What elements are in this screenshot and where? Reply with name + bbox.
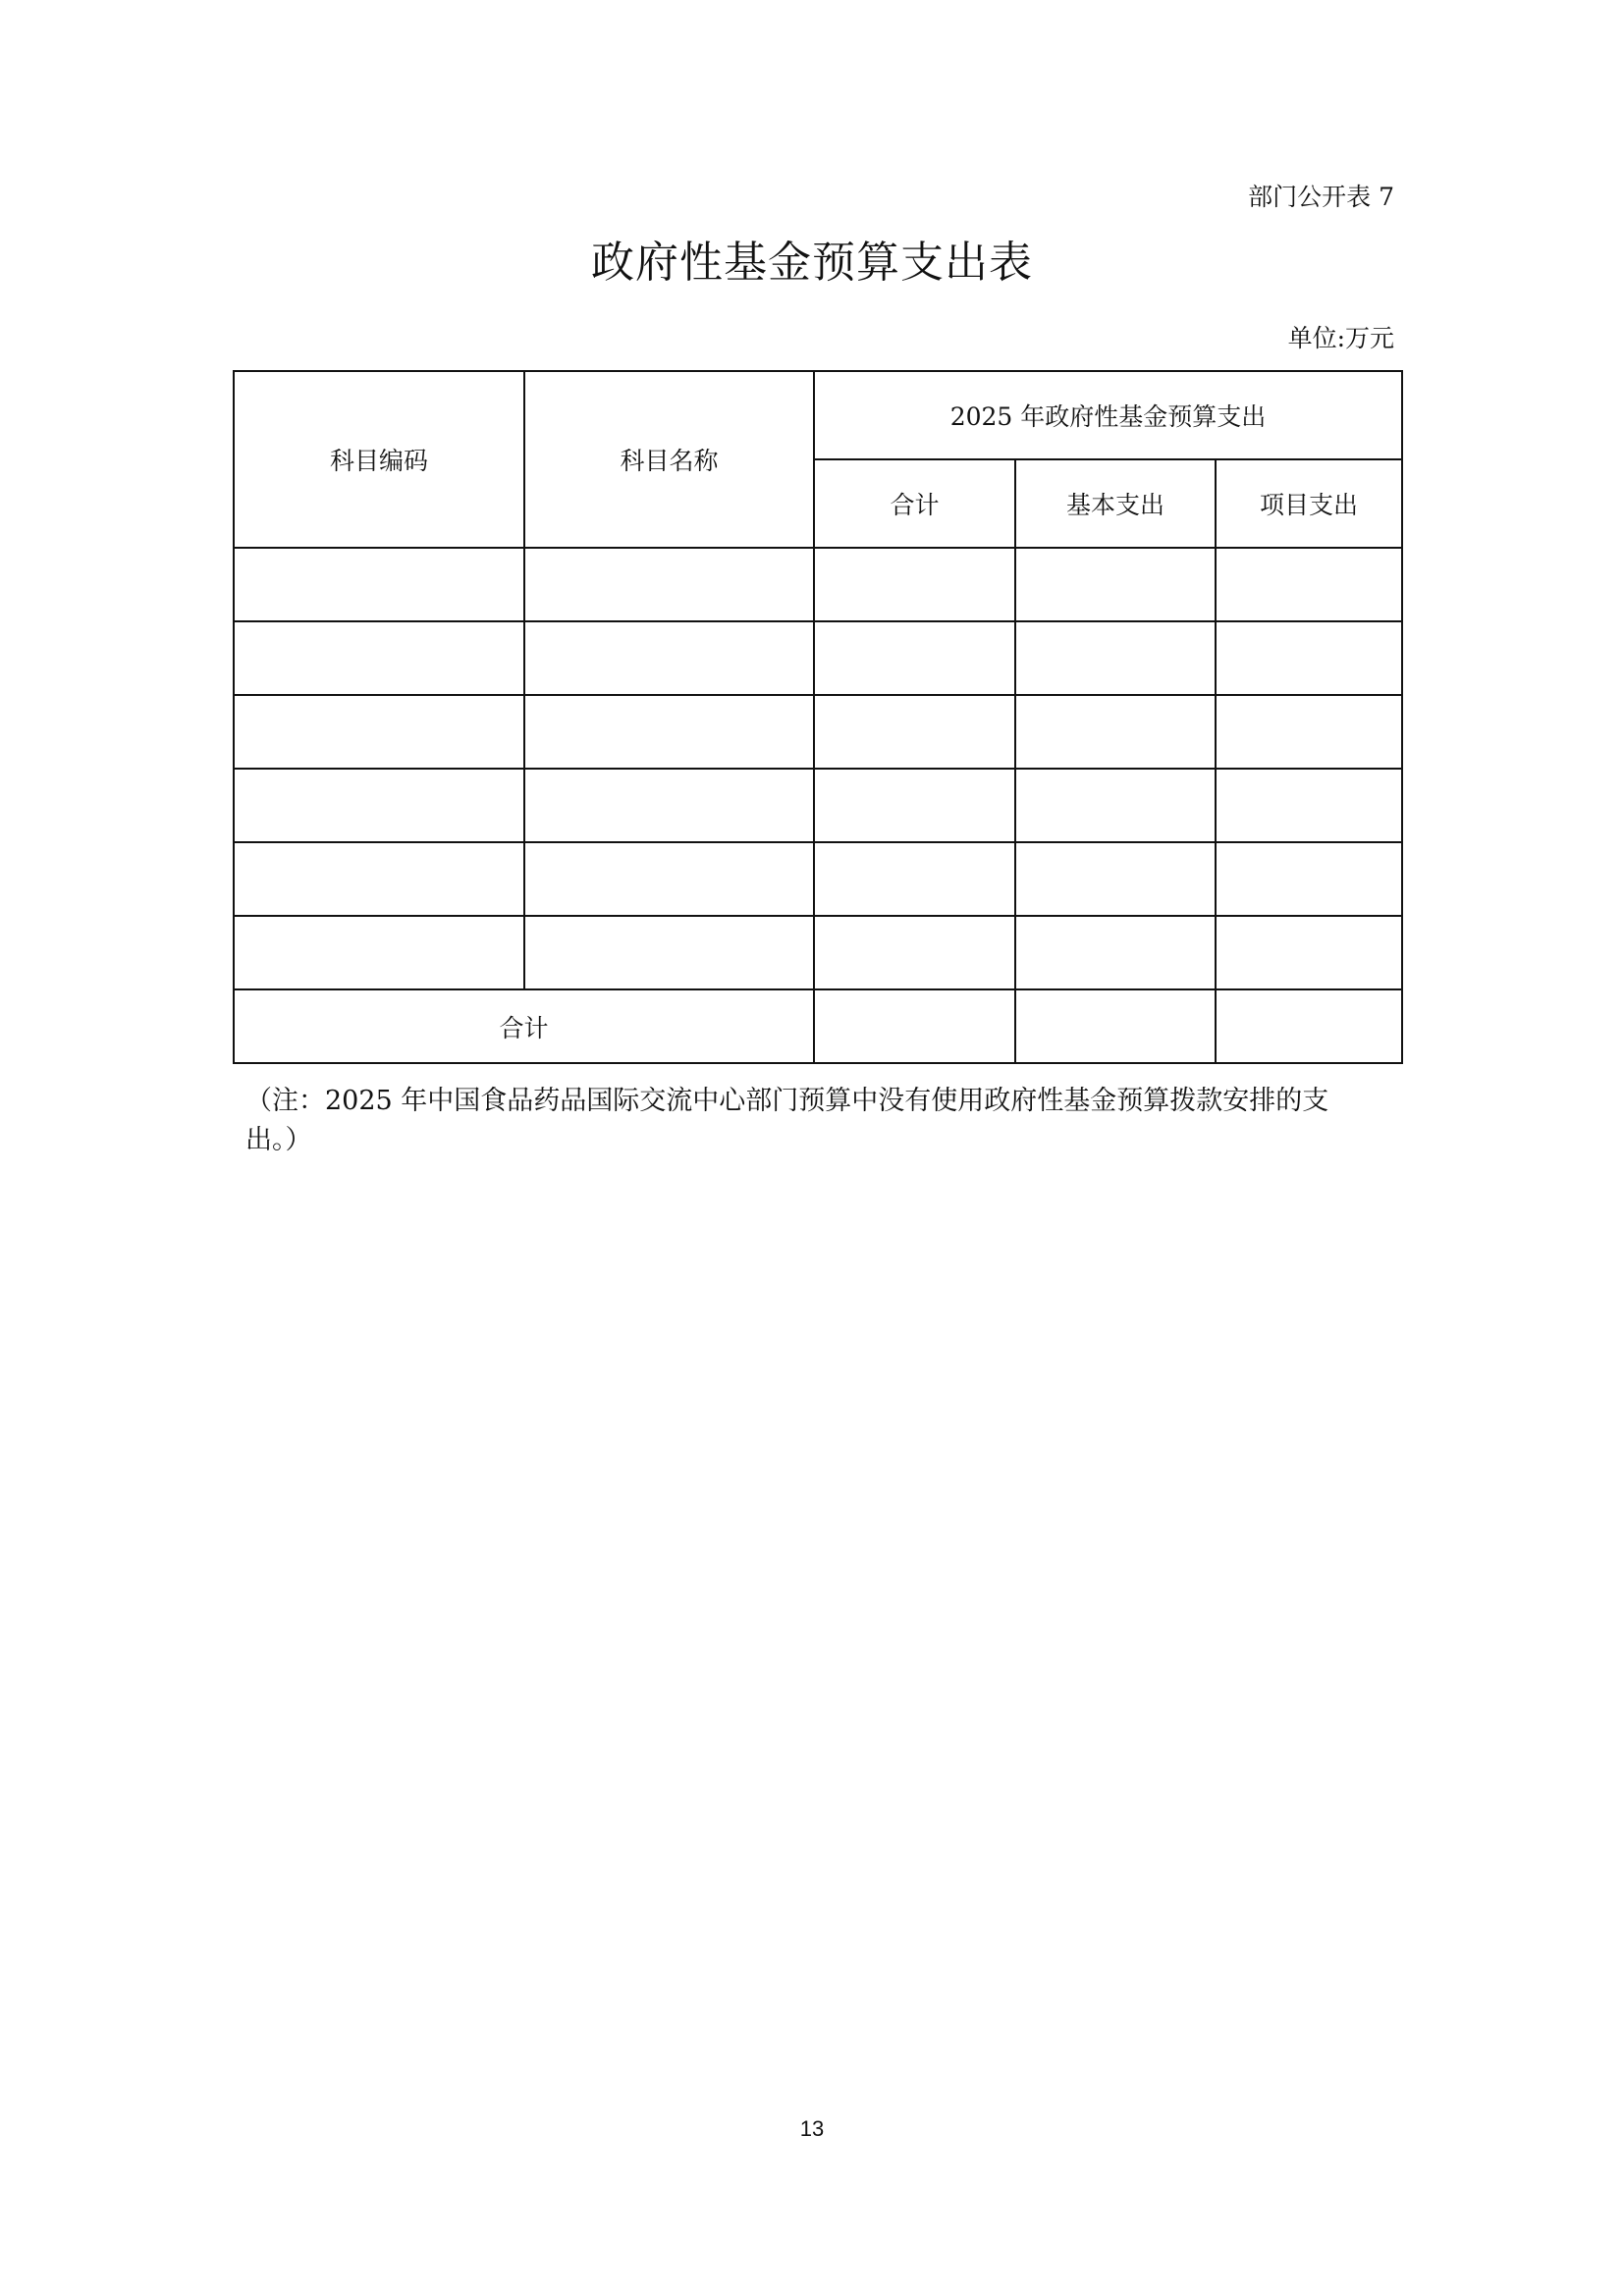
cell-name [524,548,814,621]
table-summary-row [234,989,1402,1063]
cell-code [234,916,524,989]
cell-project [1216,769,1402,842]
table-header-row [234,371,1402,459]
cell-code [234,621,524,695]
cell-basic [1015,842,1216,916]
cell-basic [1015,548,1216,621]
cell-name [524,916,814,989]
header-code: 科目编码 [234,371,524,548]
table-row [234,621,1402,695]
cell-basic [1015,916,1216,989]
table-note: （注：2025 年中国食品药品国际交流中心部门预算中没有使用政府性基金预算拨款安排的支出。） [245,1086,1329,1155]
budget-table [233,370,1403,1064]
cell-name [524,769,814,842]
header-group: 2025 年政府性基金预算支出 [814,371,1402,459]
cell-project [1216,621,1402,695]
cell-total [814,916,1015,989]
cell-project [1216,842,1402,916]
cell-name [524,695,814,769]
summary-total [814,989,1015,1063]
cell-basic [1015,769,1216,842]
cell-basic [1015,695,1216,769]
cell-code [234,842,524,916]
table-label: 部门公开表 7 [1248,183,1394,211]
header-basic: 基本支出 [1015,459,1216,548]
cell-code [234,548,524,621]
cell-name [524,842,814,916]
unit-label: 单位:万元 [1287,324,1394,352]
cell-project [1216,916,1402,989]
cell-code [234,769,524,842]
cell-total [814,842,1015,916]
cell-total [814,695,1015,769]
summary-basic [1015,989,1216,1063]
cell-basic [1015,621,1216,695]
summary-project [1216,989,1402,1063]
cell-project [1216,695,1402,769]
table-row [234,695,1402,769]
cell-total [814,769,1015,842]
header-name: 科目名称 [524,371,814,548]
summary-label: 合计 [234,989,814,1063]
table-row [234,548,1402,621]
page-number: 13 [799,2116,825,2141]
cell-total [814,621,1015,695]
table-row [234,769,1402,842]
cell-project [1216,548,1402,621]
table-row [234,916,1402,989]
page-title: 政府性基金预算支出表 [591,238,1033,288]
cell-total [814,548,1015,621]
header-project: 项目支出 [1216,459,1402,548]
cell-code [234,695,524,769]
header-total: 合计 [814,459,1015,548]
table-row [234,842,1402,916]
cell-name [524,621,814,695]
